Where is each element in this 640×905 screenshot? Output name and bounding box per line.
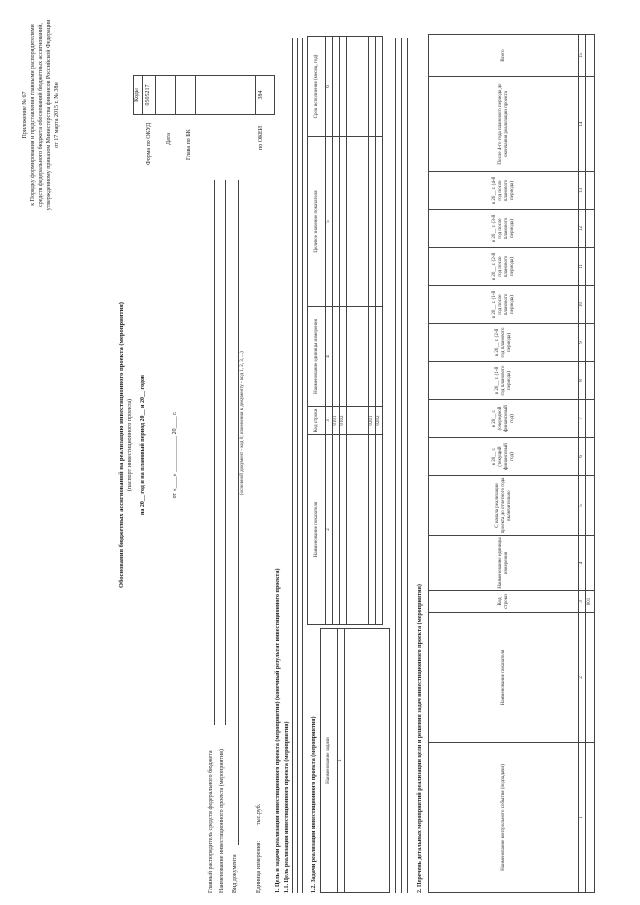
appendix-line-5: от 17 марта 2015 г. № 38н	[54, 82, 60, 148]
t2-num: 13	[579, 172, 586, 210]
t2-num: 3	[579, 591, 586, 613]
task-header: Наименование задачи	[321, 629, 338, 893]
t1-num: 4	[326, 307, 333, 407]
t1-num: 2	[326, 435, 333, 625]
okud-value: 0505217	[145, 84, 151, 106]
t2-num: 4	[579, 536, 586, 591]
t1-num: 6	[326, 37, 333, 137]
unit-value: тыс.руб.	[256, 803, 262, 825]
t1-code: 0101	[333, 407, 340, 435]
t2-header-after: После 4-го года планового периода до окончания реализации проекта	[429, 77, 579, 172]
project-label: Наименование инвестиционного проекта (мероприятия)	[219, 749, 225, 893]
appendix-line-1: Приложение № 67	[22, 91, 28, 139]
t2-header-since-start: С начала реализации проекта до отчетного года включительно	[429, 476, 579, 536]
appendix-line-2: к Порядку формирования и представления главными распорядителями	[30, 24, 36, 206]
t1-header-code: Код строки	[308, 407, 326, 435]
t1-num: 3	[326, 407, 333, 435]
t2-num: 7	[579, 400, 586, 438]
t1-code: 0202	[376, 407, 383, 435]
section-2: 2. Перечень детальных мероприятий реализации цели и решения задач инвестиционного проекта (мероприятия)	[417, 584, 423, 893]
t2-header-y5: в 20__ г. (1-й год после планового периода)	[429, 286, 579, 324]
t2-num: 1	[579, 743, 586, 893]
t2-header-unit: Наименование единицы измерения	[429, 536, 579, 591]
t2-num: 9	[579, 324, 586, 362]
t2-header-y3: в 20__ г. (1-й год планового периода)	[429, 362, 579, 400]
t1-header-name: Наименование показателя	[308, 435, 326, 625]
doc-type-hint: (основной документ - код 0; изменения к документу - код 1, 2, 3, ...)	[240, 351, 245, 495]
t2-header-y4: в 20__ г. (2-й год планового периода)	[429, 324, 579, 362]
codes-header: Коды	[134, 88, 140, 102]
t2-header-total: Всего	[429, 35, 579, 77]
t2-num: 10	[579, 286, 586, 324]
t1-header-target: Целевое значение показателя	[308, 137, 326, 307]
t2-header-event: Наименование контрольного события (подзадачи)	[429, 743, 579, 893]
form-title: Обоснования бюджетных ассигнований на реализацию инвестиционного проекта (мероприятия)	[118, 302, 125, 588]
t2-num: 12	[579, 210, 586, 248]
appendix-line-3: средств федерального бюджета обоснований бюджетных ассигнований,	[38, 23, 44, 207]
t2-header-y6: в 20__ г. (2-й год после планового периода)	[429, 248, 579, 286]
events-table	[428, 34, 595, 893]
form-date: от «____» ____________ 20____ г.	[172, 411, 178, 499]
form-subtitle: (паспорт инвестиционного проекта)	[127, 398, 133, 492]
t1-code: 0201	[369, 407, 376, 435]
t1-header-term: Срок исполнения (месяц, год)	[308, 37, 326, 137]
t2-row-code: 001	[586, 591, 595, 613]
t2-num: 6	[579, 438, 586, 476]
okei-label: по ОКЕИ	[258, 125, 264, 150]
task-num: 1	[338, 629, 345, 893]
t1-code: 0102	[340, 407, 347, 435]
t1-header-unit: Наименование единицы измерения	[308, 307, 326, 407]
t2-header-y8: в 20__ г. (4-й год после планового периода)	[429, 172, 579, 210]
t2-header-y7: в 20__ г. (3-й год после планового периода)	[429, 210, 579, 248]
t2-num: 11	[579, 248, 586, 286]
form-period: на 20__ год и на плановый период 20__ и 20__ годов	[140, 374, 146, 516]
t1-num: 5	[326, 137, 333, 307]
doc-type-label: Вид документа	[232, 854, 238, 893]
tasks-table	[320, 628, 390, 893]
t2-num: 14	[579, 77, 586, 172]
t2-header-y1: в 20__ г. (текущий финансовый год)	[429, 438, 579, 476]
indicators-table	[307, 36, 383, 625]
t2-num: 5	[579, 476, 586, 536]
date-label: Дата	[166, 133, 172, 145]
t2-num: 2	[579, 613, 586, 743]
gr-label: Главный распорядитель средств федерального бюджета	[208, 750, 214, 893]
glava-label: Глава по БК	[186, 129, 192, 160]
t2-header-indicator: Наименование показателя	[429, 613, 579, 743]
section-1-2: 1.2. Задачи реализации инвестиционного проекта (мероприятия)	[311, 716, 317, 893]
t2-num: 15	[579, 35, 586, 77]
section-1-1: 1.1. Цель реализации инвестиционного проекта (мероприятия)	[284, 721, 290, 893]
section-1: 1. Цель и задачи реализации инвестиционного проекта (мероприятия) (конечный результат инвестиционного проекта)	[275, 568, 281, 893]
t2-header-y2: в 20__ г. (очередной финансовый год)	[429, 400, 579, 438]
unit-label: Единица измерения:	[256, 840, 262, 893]
t2-header-code: Код строки	[429, 591, 579, 613]
t2-num: 8	[579, 362, 586, 400]
appendix-line-4: утвержденному приказом Министерства финансов Российской Федерации	[46, 19, 52, 211]
okud-label: Форма по ОКУД	[146, 122, 152, 165]
okei-value: 384	[258, 90, 264, 100]
